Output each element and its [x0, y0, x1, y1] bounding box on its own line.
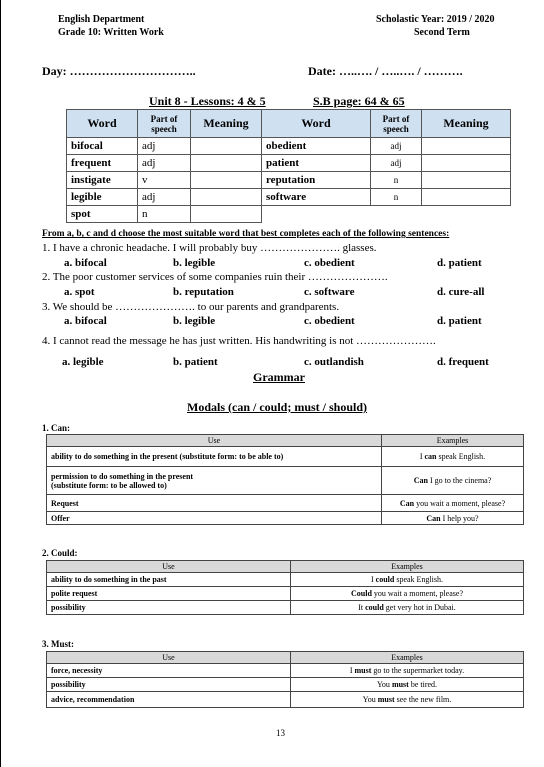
example-post: I go to the cinema?	[427, 476, 492, 485]
grade-label: Grade 10: Written Work	[58, 27, 164, 38]
vocab-meaning-blank[interactable]	[422, 172, 511, 189]
use-cell: force, necessity	[47, 664, 291, 678]
q4-option-b[interactable]: b. patient	[173, 356, 218, 368]
vocab-meaning-blank[interactable]	[191, 155, 262, 172]
use-cell: possibility	[47, 678, 291, 692]
q3-option-d[interactable]: d. patient	[437, 315, 482, 327]
q1-option-b[interactable]: b. legible	[173, 257, 216, 269]
day-field: Day: …………………………..	[42, 64, 196, 78]
instruction-text: From a, b, c and d choose the most suitable word that best completes each of the following sentences:	[42, 229, 450, 239]
q1-option-d[interactable]: d. patient	[437, 257, 482, 269]
example-modal: could	[375, 575, 395, 584]
example-post: be tired.	[408, 680, 438, 689]
use-cell: Request	[47, 495, 382, 512]
must-col-use: Use	[47, 652, 291, 664]
use-cell	[47, 467, 382, 495]
table-row	[47, 447, 524, 467]
vocab-row	[67, 138, 511, 155]
vocab-pos: adj	[371, 138, 422, 155]
vocab-header-row	[67, 110, 511, 138]
vocab-word: frequent	[67, 155, 138, 172]
could-header-row	[47, 561, 524, 573]
example-cell	[382, 447, 524, 467]
must-table	[46, 651, 524, 708]
example-pre: I	[370, 575, 376, 584]
example-pre: It	[358, 603, 366, 612]
vocab-word: patient	[262, 155, 371, 172]
example-pre: I	[419, 452, 425, 461]
must-header-row	[47, 652, 524, 664]
question-3: 3. We should be …………………. to our parents and grandparents.	[42, 301, 340, 313]
vocab-pos: adj	[138, 138, 191, 155]
example-cell	[291, 678, 524, 692]
vocab-meaning-blank[interactable]	[191, 206, 262, 223]
vocab-word: obedient	[262, 138, 371, 155]
use-cell: ability to do something in the past	[47, 573, 291, 587]
example-cell	[291, 587, 524, 601]
q2-option-d[interactable]: d. cure-all	[437, 286, 485, 298]
example-cell	[291, 664, 524, 678]
example-post: see the new film.	[394, 695, 452, 704]
vocab-col-word: Word	[67, 110, 138, 138]
vocab-col-word-2: Word	[262, 110, 371, 138]
vocab-pos: n	[138, 206, 191, 223]
table-row	[47, 587, 524, 601]
vocab-word: instigate	[67, 172, 138, 189]
example-modal: must	[377, 695, 395, 704]
table-row	[47, 495, 524, 512]
use-cell: possibility	[47, 601, 291, 615]
department-label: English Department	[58, 14, 145, 25]
example-post: speak English.	[394, 575, 443, 584]
use-line-2: (substitute form: to be allowed to)	[51, 480, 167, 490]
example-modal: could	[365, 603, 384, 612]
q4-option-c[interactable]: c. outlandish	[304, 356, 364, 368]
example-cell	[382, 512, 524, 525]
question-2: 2. The poor customer services of some companies ruin their ………………….	[42, 271, 388, 283]
section-title-can: 1. Can:	[42, 423, 71, 433]
unit-title: Unit 8 - Lessons: 4 & 5	[149, 94, 266, 108]
example-modal: must	[391, 680, 409, 689]
vocab-col-meaning: Meaning	[191, 110, 262, 138]
vocab-word: bifocal	[67, 138, 138, 155]
example-modal: Could	[351, 589, 372, 598]
modals-title: Modals (can / could; must / should)	[187, 400, 368, 414]
year-label: Scholastic Year: 2019 / 2020	[376, 14, 495, 25]
date-field: Date: …..…. / …..…. / ……….	[308, 64, 463, 78]
use-cell: advice, recommendation	[47, 692, 291, 708]
vocab-pos: n	[371, 189, 422, 206]
vocab-col-meaning-2: Meaning	[422, 110, 511, 138]
example-post: speak English.	[436, 452, 486, 461]
vocab-pos: adj	[138, 155, 191, 172]
vocab-row	[67, 155, 511, 172]
vocab-pos: adj	[371, 155, 422, 172]
example-pre: I	[349, 666, 355, 675]
term-label: Second Term	[414, 27, 470, 38]
section-title-must: 3. Must:	[42, 639, 74, 649]
vocab-col-pos-2: Part of speech	[371, 110, 422, 138]
q1-option-a[interactable]: a. bifocal	[64, 257, 107, 269]
vocab-pos: adj	[138, 189, 191, 206]
vocabulary-table	[66, 109, 511, 223]
q2-option-b[interactable]: b. reputation	[173, 286, 234, 298]
example-cell	[291, 573, 524, 587]
vocab-word: legible	[67, 189, 138, 206]
vocab-meaning-blank[interactable]	[422, 189, 511, 206]
example-post: you wait a moment, please?	[414, 498, 506, 508]
vocab-meaning-blank[interactable]	[422, 138, 511, 155]
table-row	[47, 512, 524, 525]
table-row	[47, 467, 524, 495]
must-col-examples: Examples	[291, 652, 524, 664]
question-1: 1. I have a chronic headache. I will probably buy …………………. glasses.	[42, 242, 377, 254]
q2-option-c[interactable]: c. software	[304, 286, 355, 298]
page-number: 13	[276, 728, 285, 738]
can-col-examples: Examples	[382, 435, 524, 447]
could-table	[46, 560, 524, 615]
vocab-row	[67, 189, 511, 206]
q4-option-a[interactable]: a. legible	[62, 356, 104, 368]
use-cell: Offer	[47, 512, 382, 525]
can-table	[46, 434, 524, 525]
grammar-title: Grammar	[253, 370, 305, 384]
example-cell	[382, 467, 524, 495]
page-left-border	[0, 0, 1, 767]
can-header-row	[47, 435, 524, 447]
table-row	[47, 692, 524, 708]
could-col-examples: Examples	[291, 561, 524, 573]
vocab-row	[67, 206, 511, 223]
example-cell	[291, 692, 524, 708]
example-modal: Can	[426, 513, 441, 523]
vocab-empty-cell	[262, 206, 511, 223]
q4-option-d[interactable]: d. frequent	[437, 356, 489, 368]
vocab-pos: n	[371, 172, 422, 189]
vocab-pos: v	[138, 172, 191, 189]
example-modal: Can	[413, 476, 428, 485]
q3-option-c[interactable]: c. obedient	[304, 315, 355, 327]
sb-page: S.B page: 64 & 65	[313, 94, 405, 108]
vocab-meaning-blank[interactable]	[422, 155, 511, 172]
table-row	[47, 601, 524, 615]
q3-option-b[interactable]: b. legible	[173, 315, 216, 327]
use-cell: ability to do something in the present (substitute form: to be able to)	[47, 447, 382, 467]
section-title-could: 2. Could:	[42, 548, 78, 558]
example-modal: must	[354, 666, 372, 675]
can-col-use: Use	[47, 435, 382, 447]
example-pre: You	[362, 695, 378, 704]
question-4: 4. I cannot read the message he has just written. His handwriting is not ………………….	[42, 335, 436, 347]
vocab-col-pos: Part of speech	[138, 110, 191, 138]
example-post: you wait a moment, please?	[371, 589, 463, 598]
vocab-word: software	[262, 189, 371, 206]
example-cell	[382, 495, 524, 512]
vocab-word: spot	[67, 206, 138, 223]
example-cell	[291, 601, 524, 615]
table-row	[47, 678, 524, 692]
example-modal: can	[424, 452, 437, 461]
vocab-meaning-blank[interactable]	[191, 172, 262, 189]
q1-option-c[interactable]: c. obedient	[304, 257, 355, 269]
vocab-word: reputation	[262, 172, 371, 189]
q3-option-a[interactable]: a. bifocal	[64, 315, 107, 327]
example-modal: Can	[399, 498, 415, 508]
q2-option-a[interactable]: a. spot	[64, 286, 95, 298]
example-post: get very hot in Dubai.	[383, 603, 456, 612]
vocab-row	[67, 172, 511, 189]
use-cell: polite request	[47, 587, 291, 601]
example-post: I help you?	[440, 513, 479, 523]
table-row	[47, 664, 524, 678]
vocab-meaning-blank[interactable]	[191, 189, 262, 206]
vocab-meaning-blank[interactable]	[191, 138, 262, 155]
example-pre: You	[376, 680, 392, 689]
table-row	[47, 573, 524, 587]
example-post: go to the supermarket today.	[371, 666, 465, 675]
could-col-use: Use	[47, 561, 291, 573]
use-line-1: permission to do something in the present	[51, 471, 194, 481]
